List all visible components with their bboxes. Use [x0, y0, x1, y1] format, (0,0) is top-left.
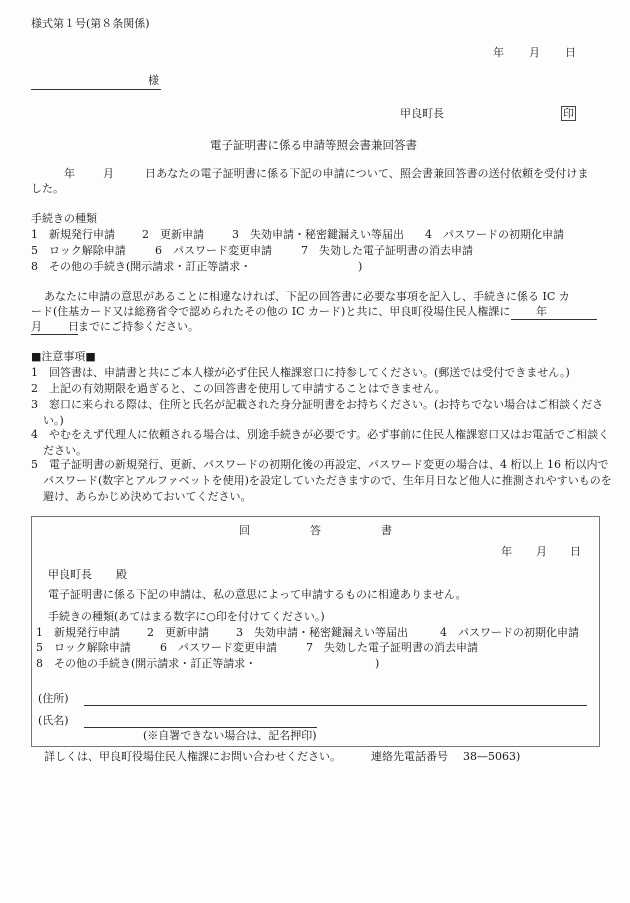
form-number: 様式第１号(第８条関係)	[31, 17, 150, 30]
seal-box: 印	[563, 107, 574, 120]
date-day: 日	[565, 46, 576, 59]
procedure-6: 6 パスワード変更申請	[155, 244, 272, 257]
reply-date-day: 日	[570, 545, 581, 558]
procedure-8: 8 その他の手続き(開示請求・訂正等請求・	[31, 260, 252, 273]
intro-month: 月	[103, 167, 114, 180]
reply-procedure-2[interactable]: 2 更新申請	[147, 626, 209, 639]
address-field[interactable]	[84, 705, 587, 706]
instruction-line-2: ード(住基カード又は総務省令で認められたその他の IC カード)と共に、甲良町役場住民人権課に	[31, 305, 511, 318]
deadline-month: 月	[31, 320, 42, 333]
reply-procedure-1[interactable]: 1 新規発行申請	[36, 626, 120, 639]
reply-title-char-3: 書	[381, 524, 392, 537]
procedure-1: 1 新規発行申請	[31, 228, 115, 241]
reply-addressee: 甲良町長	[48, 568, 92, 581]
note-4: 4 やむをえず代理人に依頼される場合は、別途手続きが必要です。必ず事前に住民人権課窓口又はお電話でご相談ください。	[31, 428, 610, 457]
deadline-year-field[interactable]	[511, 305, 597, 320]
deadline-year: 年	[536, 305, 547, 318]
intro-year: 年	[64, 167, 75, 180]
name-label: (氏名)	[38, 714, 69, 727]
note-5: 5 電子証明書の新規発行、更新、パスワードの初期化後の再設定、パスワード変更の場合は、4 桁以上 16 桁以内でパスワード(数字とアルファベットを使用)を設定していただきますので、生年月日など他人に推測されやすいものを避け、あらかじめ決めておいてください。	[31, 458, 612, 503]
reply-procedures-heading: 手続きの種類(あてはまる数字に○印を付けてください。)	[48, 610, 325, 623]
signature-note: (※自署できない場合は、記名押印)	[143, 729, 317, 742]
procedures-heading: 手続きの種類	[31, 212, 97, 225]
name-field[interactable]	[84, 727, 317, 728]
reply-title-char-2: 答	[310, 524, 321, 537]
procedure-8-close: )	[358, 260, 363, 273]
phone-number: 38—5063)	[463, 750, 521, 763]
addressee-line[interactable]	[31, 89, 161, 90]
intro-text-2: した。	[31, 182, 64, 195]
reply-procedure-6[interactable]: 6 パスワード変更申請	[160, 641, 277, 654]
procedure-3: 3 失効申請・秘密鍵漏えい等届出	[232, 228, 404, 241]
deadline-day: 日	[68, 320, 79, 333]
procedure-2: 2 更新申請	[142, 228, 204, 241]
reply-title-char-1: 回	[239, 524, 250, 537]
reply-procedure-5[interactable]: 5 ロック解除申請	[36, 641, 131, 654]
note-3: 3 窓口に来られる際は、住所と氏名が記載された身分証明書をお持ちください。(お持ちでない場合はご相談ください。)	[31, 398, 604, 427]
procedure-5: 5 ロック解除申請	[31, 244, 126, 257]
reply-date-month: 月	[536, 545, 547, 558]
note-2: 2 上記の有効期限を過ぎると、この回答書を使用して申請することはできません。	[31, 382, 446, 395]
reply-addressee-suffix: 殿	[116, 568, 127, 581]
address-label: (住所)	[38, 692, 69, 705]
note-1: 1 回答書は、申請書と共にご本人様が必ず住民人権課窓口に持参してください。(郵送では受付できません。)	[31, 366, 570, 379]
phone-label: 連絡先電話番号	[371, 750, 448, 763]
instruction-line-1: あなたに申請の意思があることに相違なければ、下記の回答書に必要な事項を記入し、手続きに係る IC カ	[44, 290, 570, 303]
document-title: 電子証明書に係る申請等照会書兼回答書	[210, 138, 417, 152]
procedure-7: 7 失効した電子証明書の消去申請	[301, 244, 473, 257]
notes-heading: ■注意事項■	[31, 350, 96, 363]
reply-procedure-4[interactable]: 4 パスワードの初期化申請	[440, 626, 579, 639]
reply-procedure-8-close: )	[375, 657, 380, 670]
procedure-4: 4 パスワードの初期化申請	[425, 228, 564, 241]
deadline-month-day-field[interactable]	[31, 320, 78, 335]
reply-procedure-3[interactable]: 3 失効申請・秘密鍵漏えい等届出	[236, 626, 408, 639]
reply-date-year: 年	[501, 545, 512, 558]
instruction-line-3: までにご持参ください。	[78, 320, 199, 333]
intro-text-1: 日あなたの電子証明書に係る下記の申請について、照会書兼回答書の送付依頼を受付けま	[145, 167, 589, 180]
date-year: 年	[493, 46, 504, 59]
date-month: 月	[529, 46, 540, 59]
reply-procedure-8[interactable]: 8 その他の手続き(開示請求・訂正等請求・	[36, 657, 257, 670]
issuer: 甲良町長	[400, 107, 444, 120]
inquiry-text: 詳しくは、甲良町役場住民人権課にお問い合わせください。	[44, 750, 341, 763]
addressee-suffix: 様	[148, 74, 159, 87]
reply-declaration: 電子証明書に係る下記の申請は、私の意思によって申請するものに相違ありません。	[48, 588, 467, 601]
reply-procedure-7[interactable]: 7 失効した電子証明書の消去申請	[306, 641, 478, 654]
